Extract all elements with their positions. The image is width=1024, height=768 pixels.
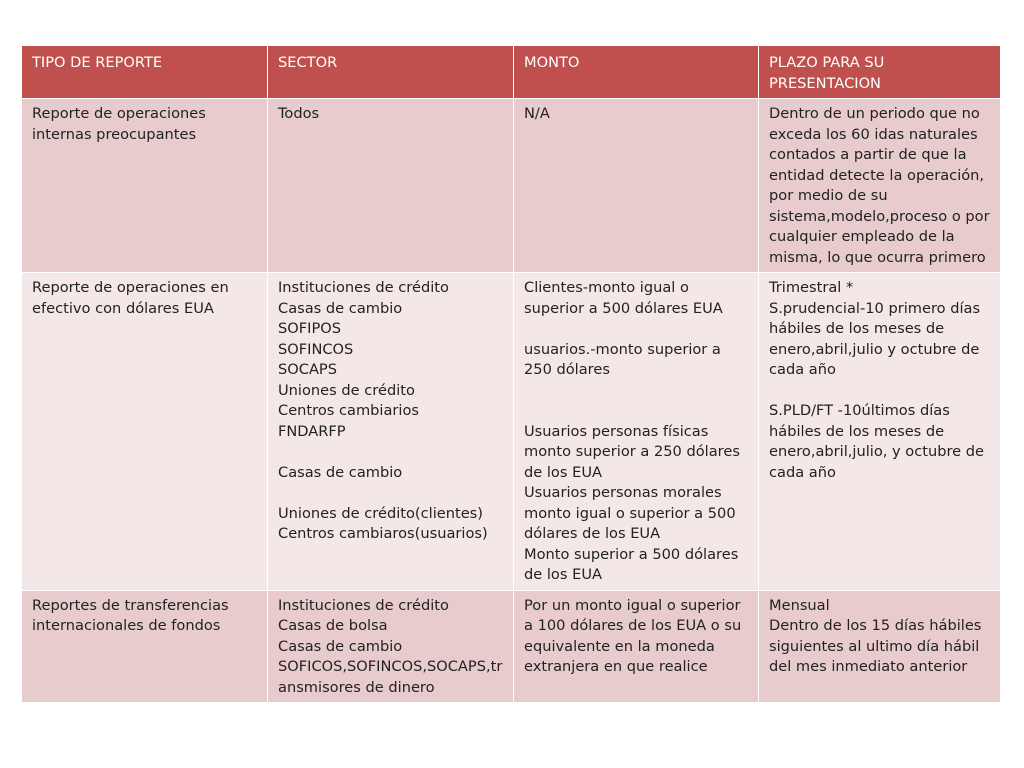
cell-line: Reportes de transferencias internacionales de fondos: [32, 596, 234, 634]
header-sector: SECTOR: [268, 46, 514, 99]
cell-plazo: [759, 273, 1001, 591]
cell-tipo: [22, 99, 268, 273]
cell-line: Uniones de crédito: [278, 381, 415, 399]
cell-spacer: [524, 381, 748, 402]
table-row: [22, 99, 1001, 273]
cell-sector: [268, 590, 514, 703]
cell-line: Mensual: [769, 596, 830, 614]
cell-spacer: [524, 319, 748, 340]
cell-line: Por un monto igual o superior a 100 dólares de los EUA o su equivalente en la moneda extranjera en que realice: [524, 596, 746, 675]
cell-sector: [268, 273, 514, 591]
cell-line: SOFICOS,SOFINCOS,SOCAPS,transmisores de dinero: [278, 658, 503, 696]
cell-line: Dentro de los 15 días hábiles siguientes al ultimo día hábil del mes inmediato anterior: [769, 617, 987, 675]
cell-line: Monto superior a 500 dólares de los EUA: [524, 545, 743, 583]
cell-line: SOFIPOS: [278, 320, 341, 337]
cell-line: Uniones de crédito(clientes): [278, 504, 483, 522]
table-header-row: [22, 46, 1001, 99]
header-plazo: PLAZO PARA SU PRESENTACION: [759, 46, 1001, 99]
cell-monto: [514, 273, 759, 591]
cell-tipo: [22, 590, 268, 703]
cell-spacer: [278, 483, 503, 504]
cell-tipo: [22, 273, 268, 591]
cell-line: S.PLD/FT -10últimos días hábiles de los meses de enero,abril,julio, y octubre de cada año: [769, 402, 989, 481]
cell-line: Dentro de un periodo que no exceda los 60 idas naturales contados a partir de que la entidad detecte la operación, por medio de su sistema,modelo,proceso o por cualquier empleado de la misma, lo que ocurra primero: [769, 105, 995, 266]
cell-line: Instituciones de crédito: [278, 596, 449, 614]
cell-line: Centros cambiaros(usuarios): [278, 525, 488, 542]
cell-sector: [268, 99, 514, 273]
cell-line: Usuarios personas morales monto igual o superior a 500 dólares de los EUA: [524, 484, 741, 542]
cell-plazo: [759, 590, 1001, 703]
cell-monto: [514, 590, 759, 703]
cell-line: SOCAPS: [278, 361, 337, 378]
table-row: [22, 590, 1001, 703]
report-table: [21, 45, 1001, 703]
cell-line: Trimestral *: [769, 279, 854, 296]
cell-plazo: [759, 99, 1001, 273]
cell-spacer: [769, 381, 990, 402]
cell-monto: [514, 99, 759, 273]
cell-line: usuarios.-monto superior a 250 dólares: [524, 340, 726, 378]
cell-line: Instituciones de crédito: [278, 279, 449, 296]
cell-line: Casas de cambio: [278, 463, 403, 481]
cell-line: Clientes-monto igual o superior a 500 dólares EUA: [524, 279, 723, 317]
cell-spacer: [278, 442, 503, 463]
cell-line: Usuarios personas físicas monto superior a 250 dólares de los EUA: [524, 422, 745, 481]
cell-line: FNDARFP: [278, 422, 346, 440]
cell-line: S.prudencial-10 primero días hábiles de los meses de enero,abril,julio y octubre de cada año: [769, 299, 985, 378]
cell-line: Casas de bolsa: [278, 617, 388, 634]
cell-line: Reporte de operaciones en efectivo con dólares EUA: [32, 279, 234, 317]
cell-line: SOFINCOS: [278, 340, 354, 358]
header-tipo-de-reporte: TIPO DE REPORTE: [22, 46, 268, 99]
cell-line: Casas de cambio: [278, 637, 403, 655]
cell-line: N/A: [524, 105, 550, 122]
cell-spacer: [524, 401, 748, 422]
cell-line: Centros cambiarios: [278, 402, 420, 419]
cell-line: Todos: [278, 105, 320, 122]
header-monto: MONTO: [514, 46, 759, 99]
table-row: [22, 273, 1001, 591]
cell-line: Casas de cambio: [278, 299, 403, 317]
cell-line: Reporte de operaciones internas preocupantes: [32, 105, 211, 143]
